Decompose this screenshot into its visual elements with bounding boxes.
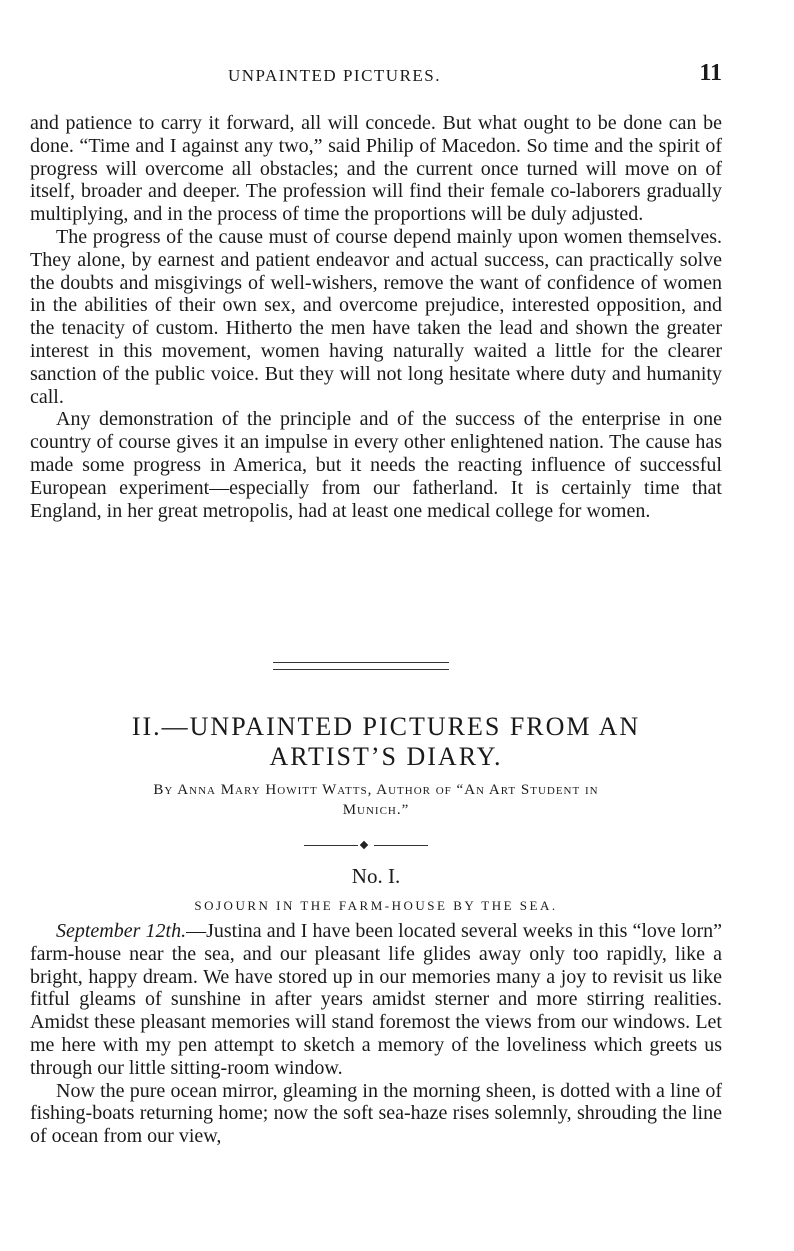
paragraph-1: and patience to carry it forward, all will concede. But what ought to be done can be done. “Time and I against any two,” said Philip of Macedon. So time and the spirit of progress will overcome all obstacles; and the current once turned will move on of itself, broader and deeper. The profession will find their female co-laborers gradually multiplying, and in the process of time the proportions will be duly adjusted. bbox=[30, 112, 722, 226]
section-title-line-1: II.—UNPAINTED PICTURES FROM AN bbox=[131, 712, 641, 741]
running-head bbox=[30, 62, 722, 92]
article-body bbox=[30, 112, 722, 522]
ornament-line-right bbox=[374, 845, 428, 846]
ornament-line-left bbox=[304, 845, 358, 846]
diary-date: September 12th. bbox=[56, 920, 187, 942]
diary-body bbox=[30, 920, 722, 1148]
section-divider bbox=[273, 662, 449, 670]
diamond-ornament-icon bbox=[360, 841, 368, 849]
page-number: 11 bbox=[699, 60, 722, 86]
paragraph-2: The progress of the cause must of course depend mainly upon women themselves. They alone, by earnest and patient endeavor and actual success, can practically solve the doubts and misgivings of well-wishers, remove the want of confidence of women in the abilities of their own sex, and overcome prejudice, interested opposition, and the tenacity of custom. Hitherto the men have taken the lead and shown the greater interest in this movement, women having naturally waited a little for the clearer sanction of the public voice. But they will not long hesitate where duty and humanity call. bbox=[30, 225, 722, 408]
byline-line-2: Munich.” bbox=[342, 802, 410, 818]
diary-paragraph-1 bbox=[30, 920, 722, 1080]
diary-paragraph-1-text: —Justina and I have been located several weeks in this “love lorn” farm-house near the sea, and our pleasant life glides away only too rapidly, like a bright, happy dream. We have stored up in our memories many a joy to revisit us like fitful gleams of sunshine in after years amidst sterner and more stirring realities. Amidst these pleasant memories will stand foremost the views from our windows. Let me here with my pen attempt to sketch a memory of the loveliness which greets us through our little sitting-room window. bbox=[30, 920, 722, 1079]
diary-paragraph-2: Now the pure ocean mirror, gleaming in the morning sheen, is dotted with a line of fishing-boats returning home; now the soft sea-haze rises solemnly, shrouding the line of ocean from our view, bbox=[30, 1079, 722, 1148]
entry-subheading: SOJOURN IN THE FARM-HOUSE BY THE SEA. bbox=[194, 898, 558, 913]
ornament-rule bbox=[304, 842, 428, 850]
byline bbox=[30, 780, 722, 820]
entry-number: No. I. bbox=[351, 864, 401, 888]
paragraph-3: Any demonstration of the principle and of the success of the enterprise in one country of course gives it an impulse in every other enlightened nation. The cause has made some progress in America, but it needs the reacting influence of successful European experiment—especially from our fatherland. It is certainly time that England, in her great metropolis, had at least one medical college for women. bbox=[30, 408, 722, 522]
running-title: UNPAINTED PICTURES. bbox=[228, 66, 442, 85]
byline-line-1: By Anna Mary Howitt Watts, Author of “An Art Student in bbox=[153, 782, 599, 798]
section-title-line-2: ARTIST’S DIARY. bbox=[269, 742, 503, 771]
section-title bbox=[50, 712, 722, 772]
